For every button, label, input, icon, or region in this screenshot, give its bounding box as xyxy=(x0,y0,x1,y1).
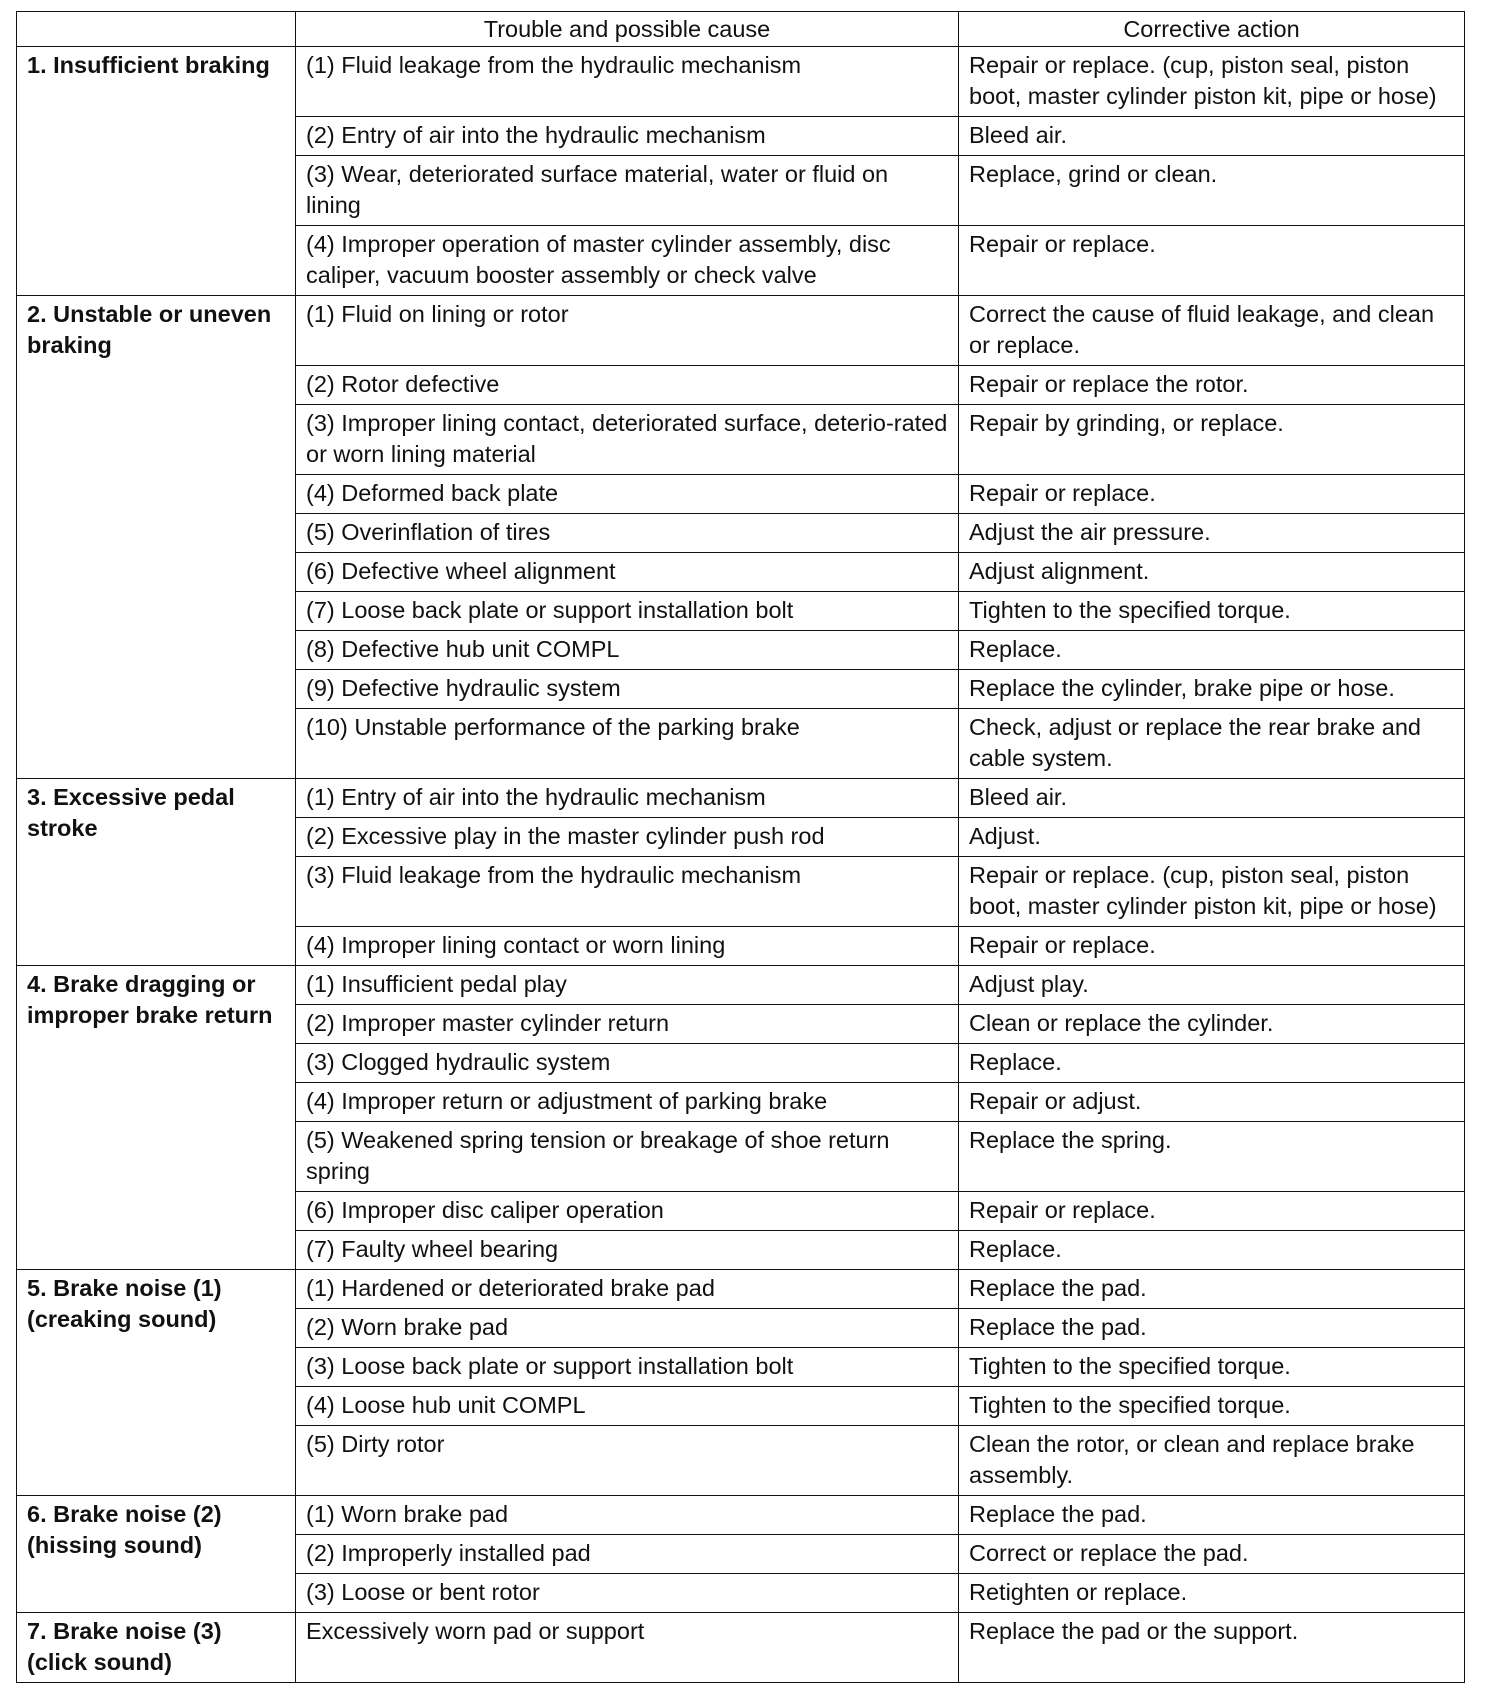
cause-cell: (1) Entry of air into the hydraulic mechanism xyxy=(296,779,959,818)
action-cell: Adjust play. xyxy=(959,966,1465,1005)
symptom-cell: 5. Brake noise (1) (creaking sound) xyxy=(17,1270,296,1496)
cause-cell: (1) Worn brake pad xyxy=(296,1496,959,1535)
header-corrective-action: Corrective action xyxy=(959,12,1465,47)
troubleshooting-table xyxy=(16,11,1465,1683)
action-cell: Repair or replace. (cup, piston seal, piston boot, master cylinder piston kit, pipe or hose) xyxy=(959,47,1465,117)
action-cell: Clean or replace the cylinder. xyxy=(959,1005,1465,1044)
action-cell: Replace. xyxy=(959,1044,1465,1083)
table-body xyxy=(17,47,1465,1683)
cause-cell: (3) Improper lining contact, deteriorated surface, deterio-rated or worn lining material xyxy=(296,405,959,475)
symptom-cell: 2. Unstable or uneven braking xyxy=(17,296,296,779)
action-cell: Retighten or replace. xyxy=(959,1574,1465,1613)
action-cell: Bleed air. xyxy=(959,117,1465,156)
cause-cell: Excessively worn pad or support xyxy=(296,1613,959,1683)
symptom-cell: 6. Brake noise (2) (hissing sound) xyxy=(17,1496,296,1613)
action-cell: Correct or replace the pad. xyxy=(959,1535,1465,1574)
table-row xyxy=(17,47,1465,117)
action-cell: Replace the spring. xyxy=(959,1122,1465,1192)
table-row xyxy=(17,1613,1465,1683)
action-cell: Correct the cause of fluid leakage, and clean or replace. xyxy=(959,296,1465,366)
action-cell: Replace. xyxy=(959,1231,1465,1270)
table-row xyxy=(17,966,1465,1005)
symptom-cell: 4. Brake dragging or improper brake return xyxy=(17,966,296,1270)
cause-cell: (1) Fluid leakage from the hydraulic mechanism xyxy=(296,47,959,117)
cause-cell: (1) Hardened or deteriorated brake pad xyxy=(296,1270,959,1309)
cause-cell: (4) Loose hub unit COMPL xyxy=(296,1387,959,1426)
action-cell: Replace the pad or the support. xyxy=(959,1613,1465,1683)
action-cell: Adjust. xyxy=(959,818,1465,857)
cause-cell: (8) Defective hub unit COMPL xyxy=(296,631,959,670)
cause-cell: (2) Rotor defective xyxy=(296,366,959,405)
table-row xyxy=(17,1496,1465,1535)
action-cell: Repair or replace. xyxy=(959,475,1465,514)
header-row xyxy=(17,12,1465,47)
cause-cell: (3) Loose or bent rotor xyxy=(296,1574,959,1613)
cause-cell: (5) Weakened spring tension or breakage of shoe return spring xyxy=(296,1122,959,1192)
cause-cell: (2) Improperly installed pad xyxy=(296,1535,959,1574)
cause-cell: (4) Deformed back plate xyxy=(296,475,959,514)
action-cell: Clean the rotor, or clean and replace brake assembly. xyxy=(959,1426,1465,1496)
cause-cell: (2) Improper master cylinder return xyxy=(296,1005,959,1044)
cause-cell: (7) Faulty wheel bearing xyxy=(296,1231,959,1270)
cause-cell: (5) Dirty rotor xyxy=(296,1426,959,1496)
action-cell: Repair by grinding, or replace. xyxy=(959,405,1465,475)
action-cell: Repair or replace. xyxy=(959,1192,1465,1231)
cause-cell: (4) Improper operation of master cylinder assembly, disc caliper, vacuum booster assembly or check valve xyxy=(296,226,959,296)
cause-cell: (4) Improper lining contact or worn lining xyxy=(296,927,959,966)
action-cell: Repair or replace. xyxy=(959,226,1465,296)
cause-cell: (5) Overinflation of tires xyxy=(296,514,959,553)
action-cell: Repair or replace. (cup, piston seal, piston boot, master cylinder piston kit, pipe or hose) xyxy=(959,857,1465,927)
cause-cell: (3) Loose back plate or support installation bolt xyxy=(296,1348,959,1387)
cause-cell: (1) Insufficient pedal play xyxy=(296,966,959,1005)
action-cell: Repair or replace the rotor. xyxy=(959,366,1465,405)
table-header xyxy=(17,12,1465,47)
cause-cell: (2) Excessive play in the master cylinder push rod xyxy=(296,818,959,857)
action-cell: Replace the pad. xyxy=(959,1309,1465,1348)
cause-cell: (2) Worn brake pad xyxy=(296,1309,959,1348)
symptom-cell: 3. Excessive pedal stroke xyxy=(17,779,296,966)
symptom-cell: 1. Insufficient braking xyxy=(17,47,296,296)
table-row xyxy=(17,296,1465,366)
action-cell: Replace the pad. xyxy=(959,1270,1465,1309)
action-cell: Replace, grind or clean. xyxy=(959,156,1465,226)
action-cell: Tighten to the specified torque. xyxy=(959,592,1465,631)
action-cell: Check, adjust or replace the rear brake and cable system. xyxy=(959,709,1465,779)
action-cell: Replace the pad. xyxy=(959,1496,1465,1535)
cause-cell: (3) Fluid leakage from the hydraulic mechanism xyxy=(296,857,959,927)
action-cell: Replace. xyxy=(959,631,1465,670)
cause-cell: (1) Fluid on lining or rotor xyxy=(296,296,959,366)
header-trouble-cause: Trouble and possible cause xyxy=(296,12,959,47)
table-row xyxy=(17,1270,1465,1309)
cause-cell: (6) Improper disc caliper operation xyxy=(296,1192,959,1231)
action-cell: Bleed air. xyxy=(959,779,1465,818)
action-cell: Repair or adjust. xyxy=(959,1083,1465,1122)
action-cell: Adjust alignment. xyxy=(959,553,1465,592)
cause-cell: (3) Wear, deteriorated surface material, water or fluid on lining xyxy=(296,156,959,226)
cause-cell: (7) Loose back plate or support installation bolt xyxy=(296,592,959,631)
cause-cell: (3) Clogged hydraulic system xyxy=(296,1044,959,1083)
header-symptom xyxy=(17,12,296,47)
table-row xyxy=(17,779,1465,818)
action-cell: Tighten to the specified torque. xyxy=(959,1387,1465,1426)
cause-cell: (4) Improper return or adjustment of parking brake xyxy=(296,1083,959,1122)
action-cell: Tighten to the specified torque. xyxy=(959,1348,1465,1387)
cause-cell: (6) Defective wheel alignment xyxy=(296,553,959,592)
action-cell: Repair or replace. xyxy=(959,927,1465,966)
cause-cell: (2) Entry of air into the hydraulic mechanism xyxy=(296,117,959,156)
action-cell: Adjust the air pressure. xyxy=(959,514,1465,553)
action-cell: Replace the cylinder, brake pipe or hose. xyxy=(959,670,1465,709)
cause-cell: (10) Unstable performance of the parking brake xyxy=(296,709,959,779)
cause-cell: (9) Defective hydraulic system xyxy=(296,670,959,709)
symptom-cell: 7. Brake noise (3) (click sound) xyxy=(17,1613,296,1683)
